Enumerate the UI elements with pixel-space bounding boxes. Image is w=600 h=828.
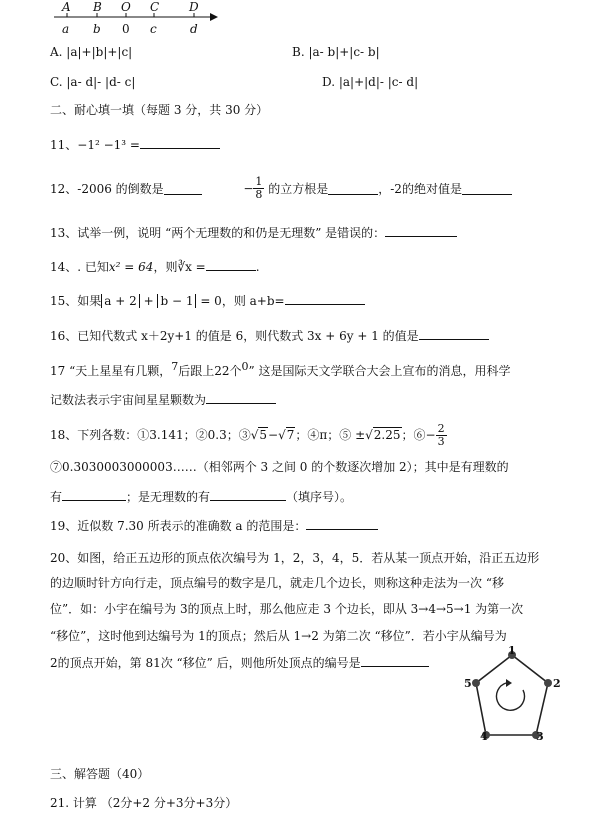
q18-text-line-3c: （填序号）。: [286, 490, 353, 504]
q20-line-1: 20、如图，给正五边形的顶点依次编号为 1，2，3，4，5．若从某一顶点开始，沿正五边形: [50, 551, 540, 565]
vertex-label-1: 1: [508, 644, 516, 657]
question-14: [50, 258, 260, 275]
question-18-line-3: [50, 488, 352, 505]
q17-text-b: 后跟上: [178, 364, 215, 378]
q18-minus: −: [268, 428, 279, 442]
q19-blank[interactable]: [306, 517, 378, 530]
q15-number: 15、如果: [50, 294, 102, 308]
question-17-line-1: [50, 360, 511, 379]
value-label-c: c: [150, 22, 157, 36]
q11-number: 11、: [50, 138, 78, 152]
q20-line-5: [50, 654, 429, 671]
q18-text-4: ；④π；⑤ ±: [295, 428, 366, 442]
vertex-label-2: 2: [553, 677, 561, 690]
q18-sqrt225: √2.25: [365, 428, 401, 442]
q12-minus: −: [243, 181, 254, 196]
question-17-line-2: [50, 391, 276, 408]
value-label-b: b: [93, 22, 101, 36]
q20-line-4: “移位”，这时他到达编号为 1的顶点；然后从 1→2 为第二次 “移位”．若小宇从编号为: [50, 629, 507, 643]
q18-text-1: 18、下列各数：①3.141；②0.3；③: [50, 428, 251, 442]
question-16: [50, 327, 489, 344]
section-2-title: 二、耐心填一填（每题 3 分，共 30 分）: [50, 103, 269, 117]
q18-text-line-3a: 有: [50, 490, 63, 504]
number-line: [50, 4, 230, 38]
pentagon-diagram: [458, 646, 568, 746]
point-label-B: B: [93, 0, 102, 14]
q19-text: 19、近似数 7.30 所表示的准确数 a 的范围是：: [50, 519, 307, 533]
q14-number: 14、. 已知: [50, 260, 109, 274]
question-13: [50, 224, 457, 241]
q15-blank[interactable]: [285, 292, 365, 305]
value-label-a: a: [62, 22, 70, 36]
q15-plus: +: [143, 294, 154, 308]
value-label-0: 0: [122, 22, 130, 36]
vertex-label-4: 4: [480, 730, 488, 743]
q15-abs-1: a + 2: [101, 294, 139, 308]
q12-text-2: 的立方根是: [268, 182, 329, 196]
q13-blank[interactable]: [385, 224, 457, 237]
point-label-A: A: [62, 0, 71, 14]
question-18-line-2: [50, 458, 509, 475]
q12-text-1: 12、-2006 的倒数是: [50, 182, 164, 196]
q17-number-0: 0: [241, 360, 249, 373]
q17-number-7: 7: [171, 360, 179, 373]
question-21: 21. 计算 （2分+2 分+3分+3分）: [50, 796, 238, 810]
option-c: C. |a- d|- |d- c|: [50, 75, 136, 89]
q12-blank-3[interactable]: [462, 182, 512, 195]
q17-text-line-2: 记数法表示宇宙间星星颗数为: [50, 393, 207, 407]
option-d: D. |a|+|d|- |c- d|: [322, 75, 419, 89]
question-15: [50, 292, 365, 309]
q20-line-5-text: 2的顶点开始，第 81次 “移位” 后，则他所处顶点的编号是: [50, 656, 361, 670]
option-a: A. |a|+|b|+|c|: [50, 45, 133, 59]
q11-expression: −1² −1³ =: [77, 138, 140, 152]
q18-text-6: ；⑥−: [401, 428, 436, 442]
q17-blank[interactable]: [206, 391, 276, 404]
q12-blank-2[interactable]: [328, 182, 378, 195]
q11-blank[interactable]: [140, 136, 220, 149]
q18-fraction: $\frac{2}{3}$: [437, 422, 445, 448]
q14-root: ∛x =: [177, 260, 206, 274]
q17-text-d: ” 这是国际天文学联合大会上宣布的消息，用科学: [248, 364, 511, 378]
q13-text: 13、试举一例，说明 “两个无理数的和仍是无理数” 是错误的：: [50, 226, 386, 240]
q18-sqrt5: √5: [250, 428, 268, 442]
q18-sqrt7: √7: [278, 428, 295, 442]
point-label-C: C: [150, 0, 160, 14]
q20-blank[interactable]: [361, 654, 429, 667]
q17-text-c: 个: [229, 364, 242, 378]
q16-text: 16、已知代数式 x＋2y+1 的值是 6，则代数式 3x + 6y + 1 的值是: [50, 329, 419, 343]
q18-blank-2[interactable]: [210, 488, 286, 501]
q18-text-line-3b: ；是无理数的有: [126, 490, 211, 504]
q17-text-a: 17 “天上星星有几颗，: [50, 364, 172, 378]
section-3-title: 三、解答题（40）: [50, 767, 150, 781]
question-11: [50, 136, 220, 153]
q18-blank-1[interactable]: [62, 488, 126, 501]
q14-blank[interactable]: [206, 258, 256, 271]
q14-mid: ，则: [153, 260, 178, 274]
point-label-D: D: [189, 0, 199, 14]
q17-number-22: 22: [214, 364, 230, 378]
vertex-label-3: 3: [536, 730, 544, 743]
vertex-label-5: 5: [464, 677, 472, 690]
q14-condition: x² = 64: [108, 260, 154, 274]
question-12: [50, 176, 512, 201]
point-label-O: O: [121, 0, 131, 14]
question-19: [50, 517, 378, 534]
q14-end: .: [255, 260, 260, 274]
question-18-line-1: [50, 423, 447, 448]
q12-text-3: ，-2的绝对值是: [378, 182, 462, 196]
q20-line-3: 位”．如：小宇在编号为 3的顶点上时，那么他应走 3 个边长，即从 3→4→5→1 为第一次: [50, 602, 524, 616]
q12-blank-1[interactable]: [164, 182, 202, 195]
q15-abs-2: b − 1: [157, 294, 196, 308]
value-label-d: d: [190, 22, 198, 36]
q15-equals: = 0，则 a+b=: [200, 294, 285, 308]
q12-fraction: $\frac{1}{8}$: [255, 175, 263, 201]
q20-line-2: 的边顺时针方向行走，顶点编号的数字是几，就走几个边长，则称这种走法为一次 “移: [50, 576, 504, 590]
q16-blank[interactable]: [419, 327, 489, 340]
q18-text-line-2: ⑦0.3030003000003……（相邻两个 3 之间 0 的个数逐次增加 2）；其中是有理数的: [50, 460, 509, 474]
option-b: B. |a- b|+|c- b|: [292, 45, 380, 59]
